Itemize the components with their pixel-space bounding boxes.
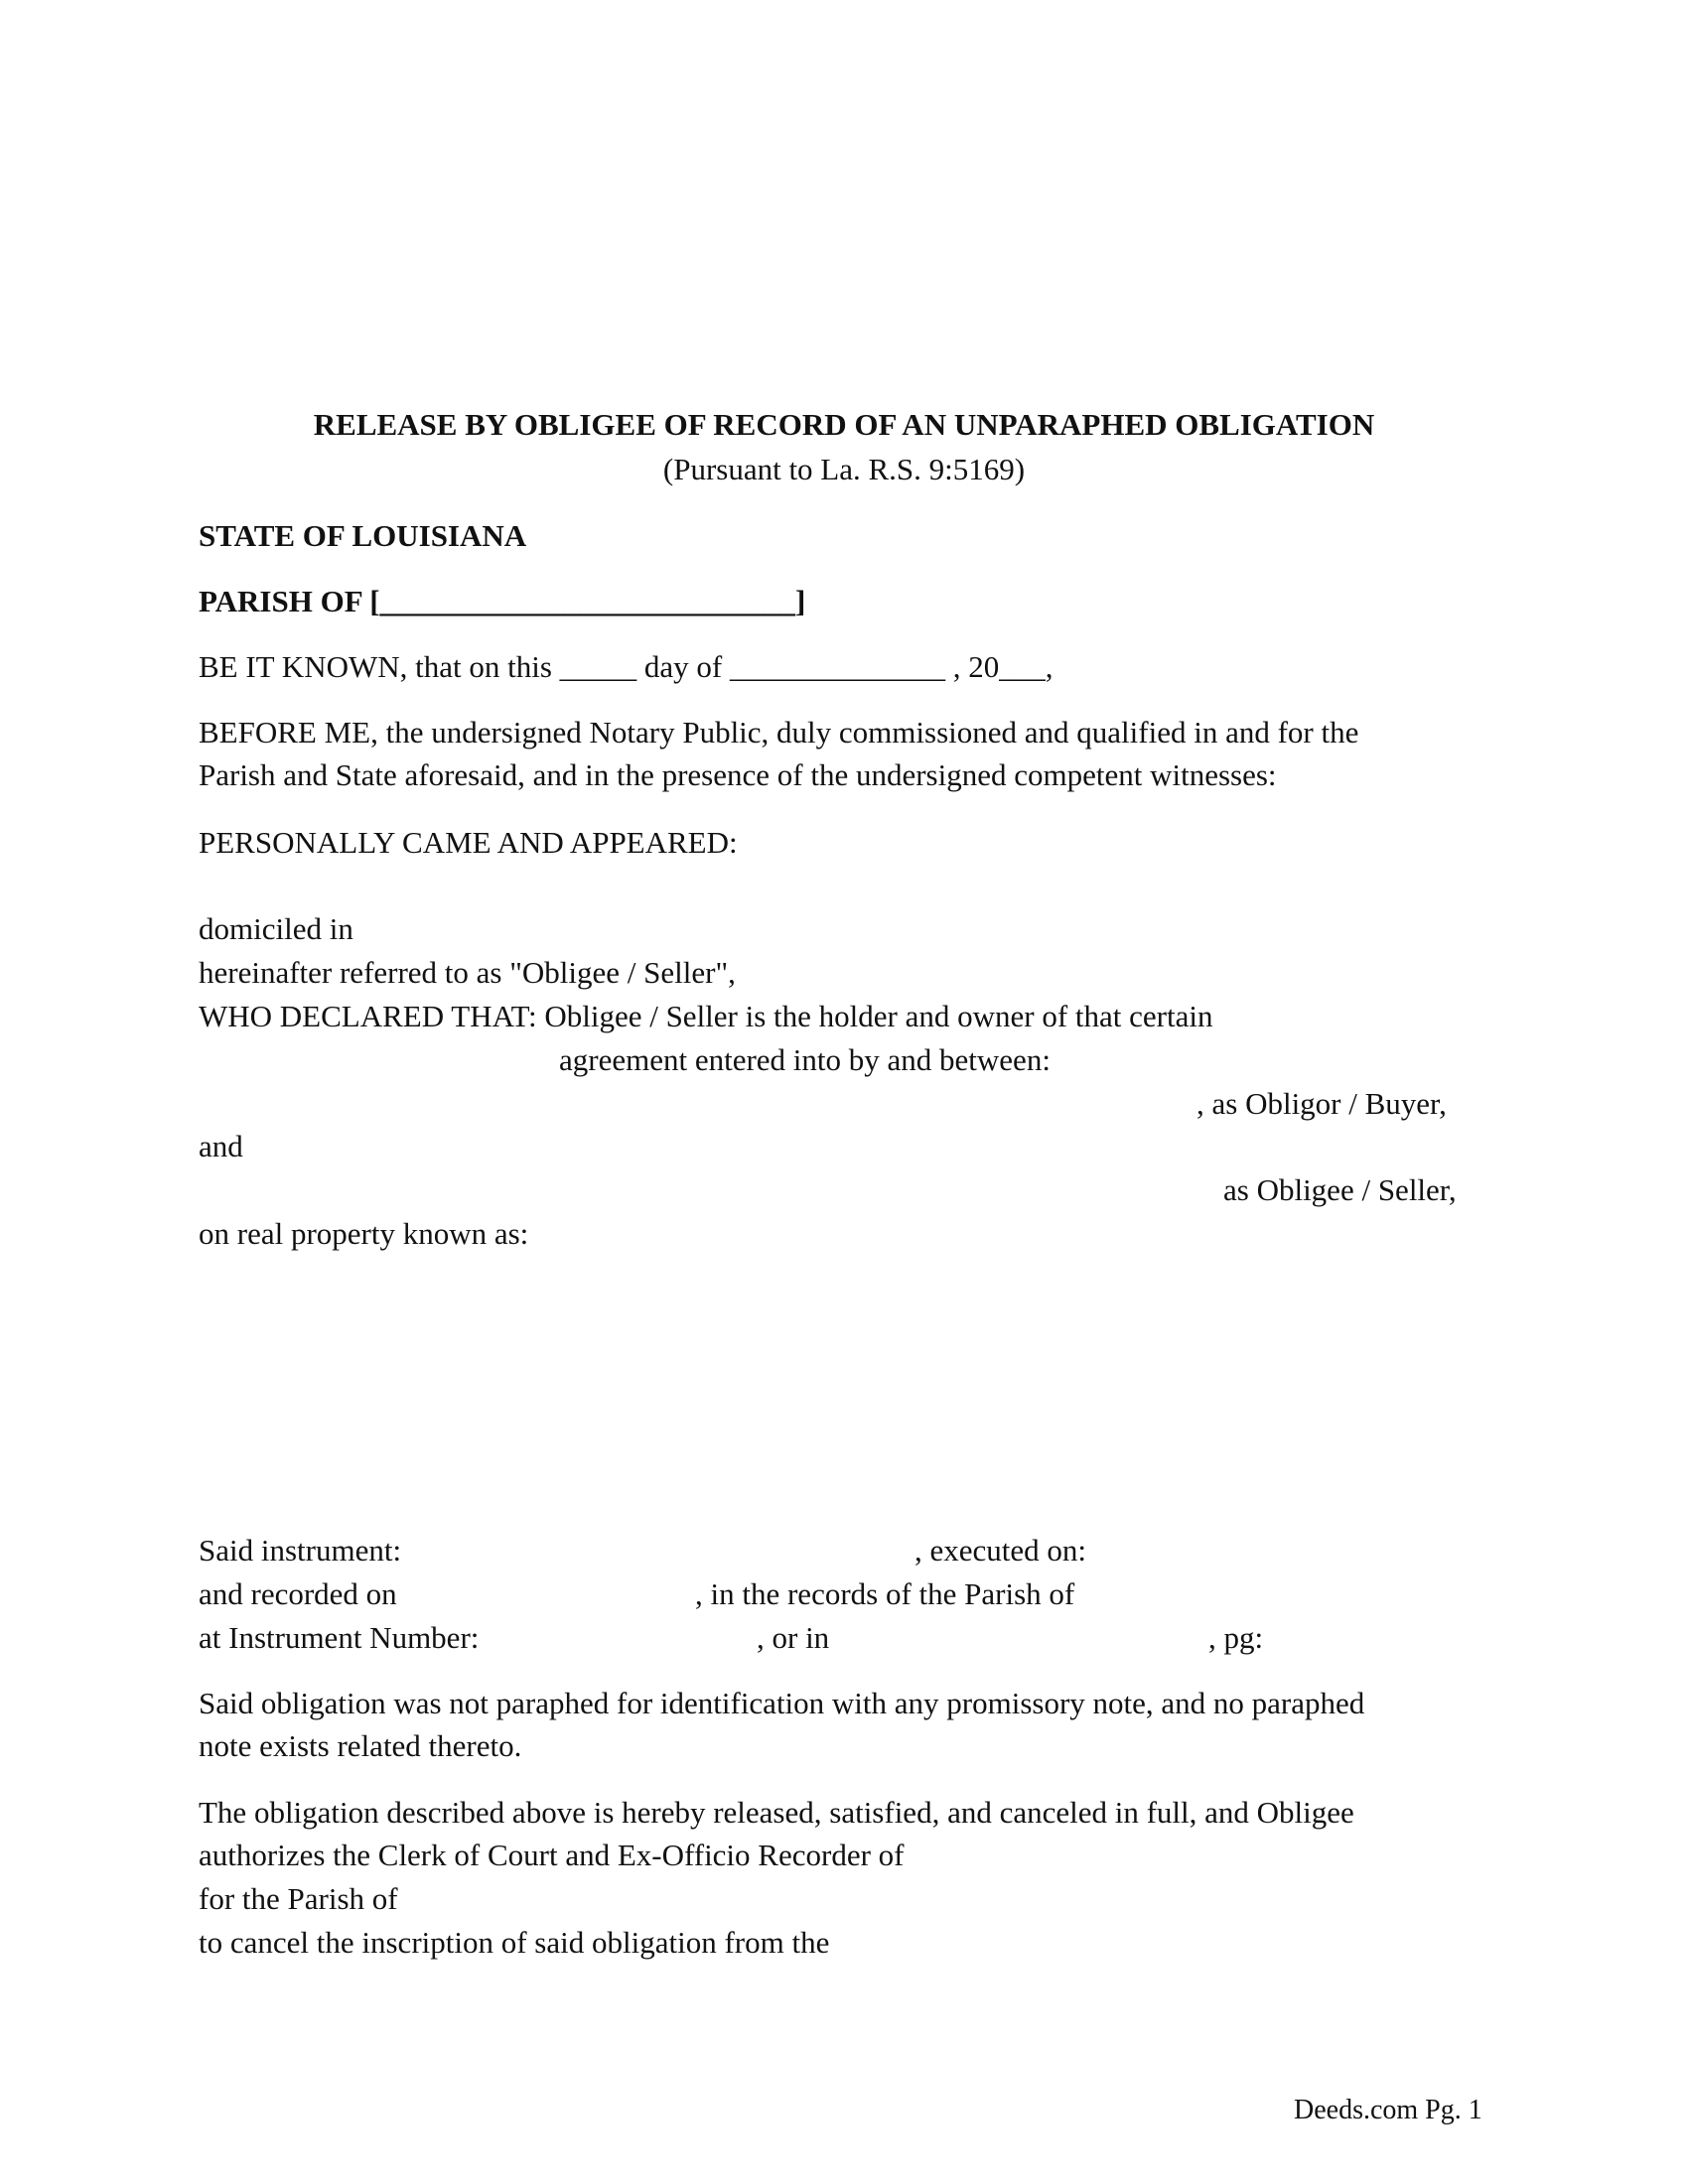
property-line: on real property known as: xyxy=(199,1216,529,1251)
said-instrument-label: Said instrument: xyxy=(199,1533,402,1568)
before-me-line-2: Parish and State aforesaid, and in the presence of the undersigned competent witnesses: xyxy=(199,757,1277,792)
document-title: RELEASE BY OBLIGEE OF RECORD OF AN UNPARAPHED OBLIGATION xyxy=(313,407,1375,442)
document-subtitle: (Pursuant to La. R.S. 9:5169) xyxy=(662,452,1026,486)
release-line-2: authorizes the Clerk of Court and Ex-Officio Recorder of xyxy=(199,1838,905,1872)
not-paraphed-line-1: Said obligation was not paraphed for identification with any promissory note, and no paraphed xyxy=(199,1686,1365,1720)
or-in-label: , or in xyxy=(757,1620,830,1655)
not-paraphed-line-2: note exists related thereto. xyxy=(199,1728,522,1763)
recorded-on-label: and recorded on xyxy=(199,1576,397,1611)
parish-line: PARISH OF [___________________________] xyxy=(199,584,806,618)
and-line: and xyxy=(199,1129,243,1163)
before-me-line-1: BEFORE ME, the undersigned Notary Public, duly commissioned and qualified in and for the xyxy=(199,715,1359,750)
release-line-4: to cancel the inscription of said obligation from the xyxy=(199,1925,830,1960)
pg-label: , pg: xyxy=(1208,1620,1264,1655)
page-footer: Deeds.com Pg. 1 xyxy=(1294,2095,1482,2125)
be-it-known-line: BE IT KNOWN, that on this _____ day of ______________ , 20___, xyxy=(199,649,1054,684)
domiciled-line: domiciled in xyxy=(199,911,353,946)
instrument-number-label: at Instrument Number: xyxy=(199,1620,480,1655)
agreement-line: agreement entered into by and between: xyxy=(559,1042,1051,1077)
referred-line: hereinafter referred to as "Obligee / Seller", xyxy=(199,955,736,990)
obligee-seller-line: as Obligee / Seller, xyxy=(1223,1172,1457,1207)
obligor-buyer-line: , as Obligor / Buyer, xyxy=(1196,1086,1447,1121)
release-line-1: The obligation described above is hereby released, satisfied, and canceled in full, and Obligee xyxy=(199,1795,1354,1830)
executed-on-label: , executed on: xyxy=(914,1533,1087,1568)
release-line-3: for the Parish of xyxy=(199,1881,398,1916)
records-parish-label: , in the records of the Parish of xyxy=(695,1576,1075,1611)
personally-appeared: PERSONALLY CAME AND APPEARED: xyxy=(199,825,738,860)
state-line: STATE OF LOUISIANA xyxy=(199,518,527,553)
declared-line: WHO DECLARED THAT: Obligee / Seller is the holder and owner of that certain xyxy=(199,999,1213,1033)
